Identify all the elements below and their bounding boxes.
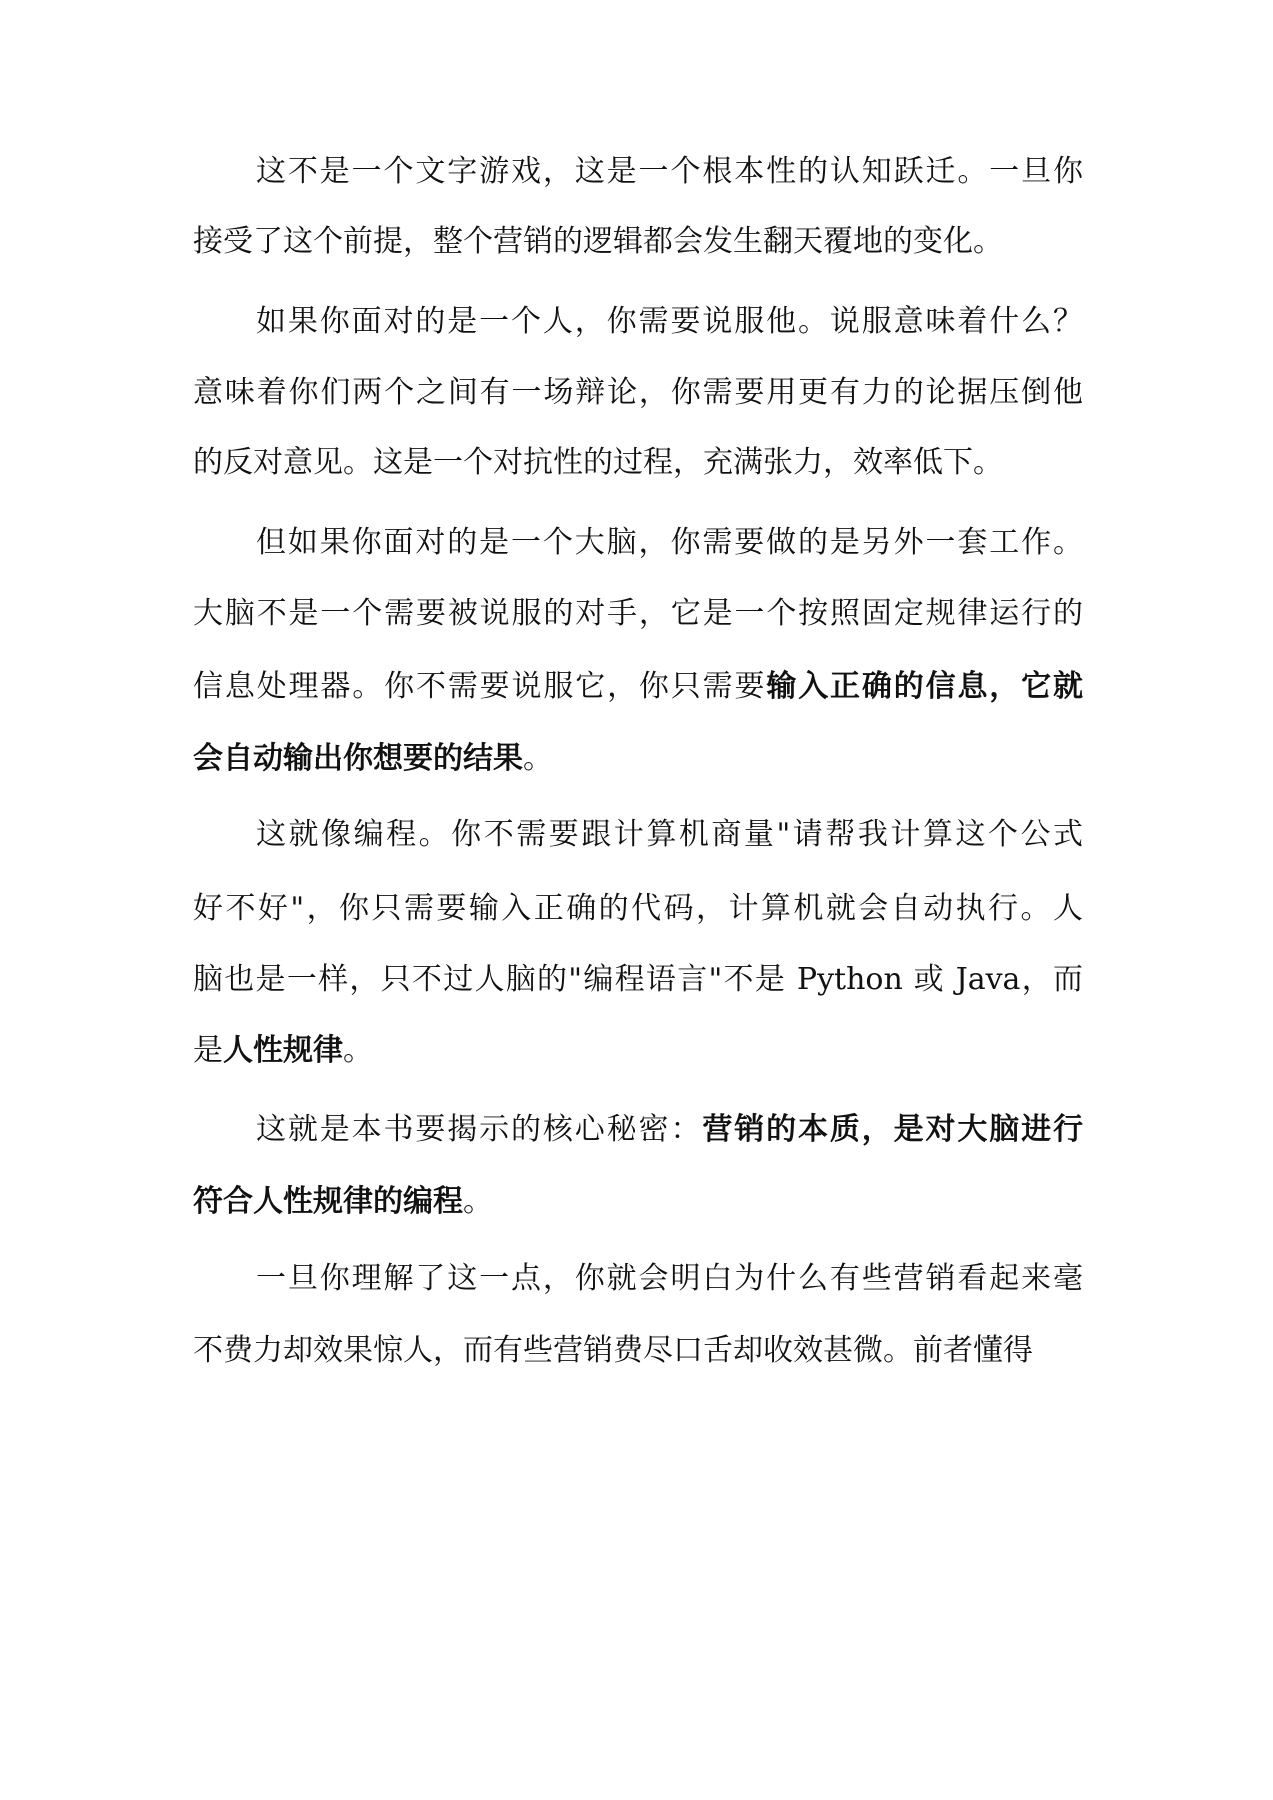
bold-emphasis: 会自动输出你想要的结果 — [193, 741, 523, 776]
text-line — [256, 1249, 1083, 1309]
text-line — [193, 729, 1083, 789]
text-line — [193, 657, 1083, 717]
bold-emphasis: 输入正确的信息，它就 — [766, 669, 1083, 704]
bold-emphasis: 人性规律 — [223, 1033, 343, 1068]
bold-emphasis: 符合人性规律的编程 — [193, 1184, 463, 1219]
text-run: 这就是本书要揭示的核心秘密： — [256, 1112, 703, 1147]
text-line — [193, 363, 1083, 423]
text-run: 的反对意见。这是一个对抗性的过程，充满张力，效率低下。 — [193, 445, 1003, 480]
text-run: 。 — [343, 1033, 373, 1068]
text-run: 如果你面对的是一个人，你需要说服他。说服意味着什么？ — [256, 304, 1083, 339]
text-run: 脑也是一样，只不过人脑的"编程语言"不是 Python 或 Java，而 — [193, 962, 1083, 997]
text-line — [193, 950, 1083, 1010]
text-line — [256, 513, 1083, 573]
text-line — [256, 292, 1083, 352]
text-run: 好不好"，你只需要输入正确的代码，计算机就会自动执行。人 — [193, 891, 1083, 926]
text-run: 这就像编程。你不需要跟计算机商量"请帮我计算这个公式 — [256, 817, 1083, 852]
text-run: 一旦你理解了这一点，你就会明白为什么有些营销看起来毫 — [256, 1261, 1083, 1296]
text-run: 这不是一个文字游戏，这是一个根本性的认知跃迁。一旦你 — [256, 154, 1083, 189]
text-line — [193, 212, 1083, 272]
text-run: 。 — [463, 1184, 493, 1219]
text-run: 但如果你面对的是一个大脑，你需要做的是另外一套工作。 — [256, 525, 1083, 560]
text-run: 是 — [193, 1033, 223, 1068]
text-line — [256, 805, 1083, 865]
text-run: 。 — [523, 741, 553, 776]
text-line — [193, 1021, 1083, 1081]
text-line — [193, 433, 1083, 493]
text-run: 信息处理器。你不需要说服它，你只需要 — [193, 669, 767, 704]
text-line — [193, 584, 1083, 644]
text-run: 不费力却效果惊人，而有些营销费尽口舌却收效甚微。前者懂得 — [193, 1333, 1033, 1368]
text-run: 意味着你们两个之间有一场辩论，你需要用更有力的论据压倒他 — [193, 375, 1083, 410]
text-run: 接受了这个前提，整个营销的逻辑都会发生翻天覆地的变化。 — [193, 224, 1003, 259]
bold-emphasis: 营销的本质，是对大脑进行 — [702, 1112, 1083, 1147]
text-line — [256, 142, 1083, 202]
text-line — [193, 1321, 1083, 1381]
text-run: 大脑不是一个需要被说服的对手，它是一个按照固定规律运行的 — [193, 596, 1083, 631]
text-line — [193, 879, 1083, 939]
text-line — [256, 1100, 1083, 1160]
text-line — [193, 1172, 1083, 1232]
